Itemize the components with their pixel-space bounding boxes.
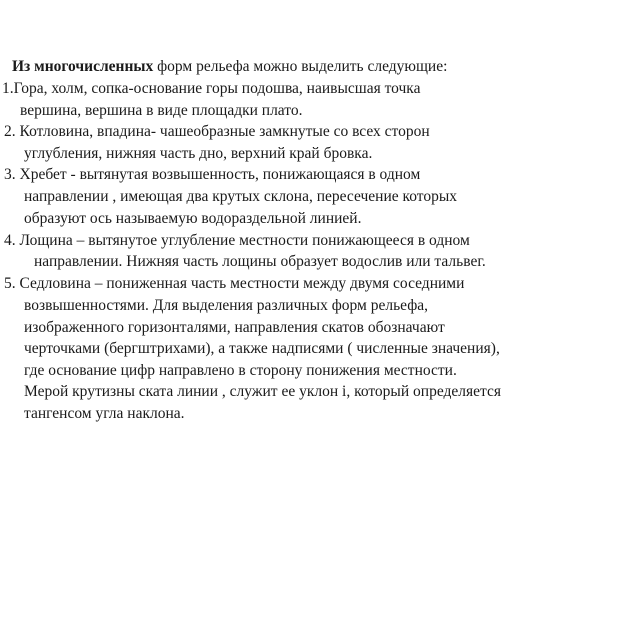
item-5-line-7: тангенсом угла наклона.	[24, 405, 185, 422]
item-3-line-2: направлении , имеющая два крутых склона, пересечение которых	[24, 188, 458, 205]
item-1-line-1: 1.Гора, холм, сопка-основание горы подошва, наивысшая точка	[2, 80, 421, 97]
item-5-line-3: изображенного горизонталями, направления скатов обозначают	[24, 319, 445, 336]
item-3-line-3: образуют ось называемую водораздельной линией.	[24, 210, 362, 227]
item-3-line-1: 3. Хребет - вытянутая возвышенность, понижающаяся в одном	[4, 166, 421, 183]
item-4-line-2: направлении. Нижняя часть лощины образует водослив или тальвег.	[34, 253, 486, 270]
heading-bold-text: Из многочисленных	[12, 58, 154, 75]
item-5-line-4: черточками (бергштрихами), а также надписями ( численные значения),	[24, 340, 500, 357]
heading-line	[12, 56, 447, 78]
item-2-line-2: углубления, нижняя часть дно, верхний край бровка.	[24, 145, 373, 162]
item-1-line-2: вершина, вершина в виде площадки плато.	[20, 102, 303, 119]
item-5-line-5: где основание цифр направлено в сторону понижения местности.	[24, 362, 457, 379]
item-5-line-6: Мерой крутизны ската линии , служит ее уклон i, который определяется	[24, 383, 501, 400]
heading-rest-text: форм рельефа можно выделить следующие:	[153, 58, 448, 75]
item-5-line-1: 5. Седловина – пониженная часть местности между двумя соседними	[4, 275, 465, 292]
item-4-line-1: 4. Лощина – вытянутое углубление местности понижающееся в одном	[4, 232, 470, 249]
item-2-line-1: 2. Котловина, впадина- чашеобразные замкнутые со всех сторон	[4, 123, 430, 140]
item-5-line-2: возвышенностями. Для выделения различных форм рельефа,	[24, 297, 429, 314]
